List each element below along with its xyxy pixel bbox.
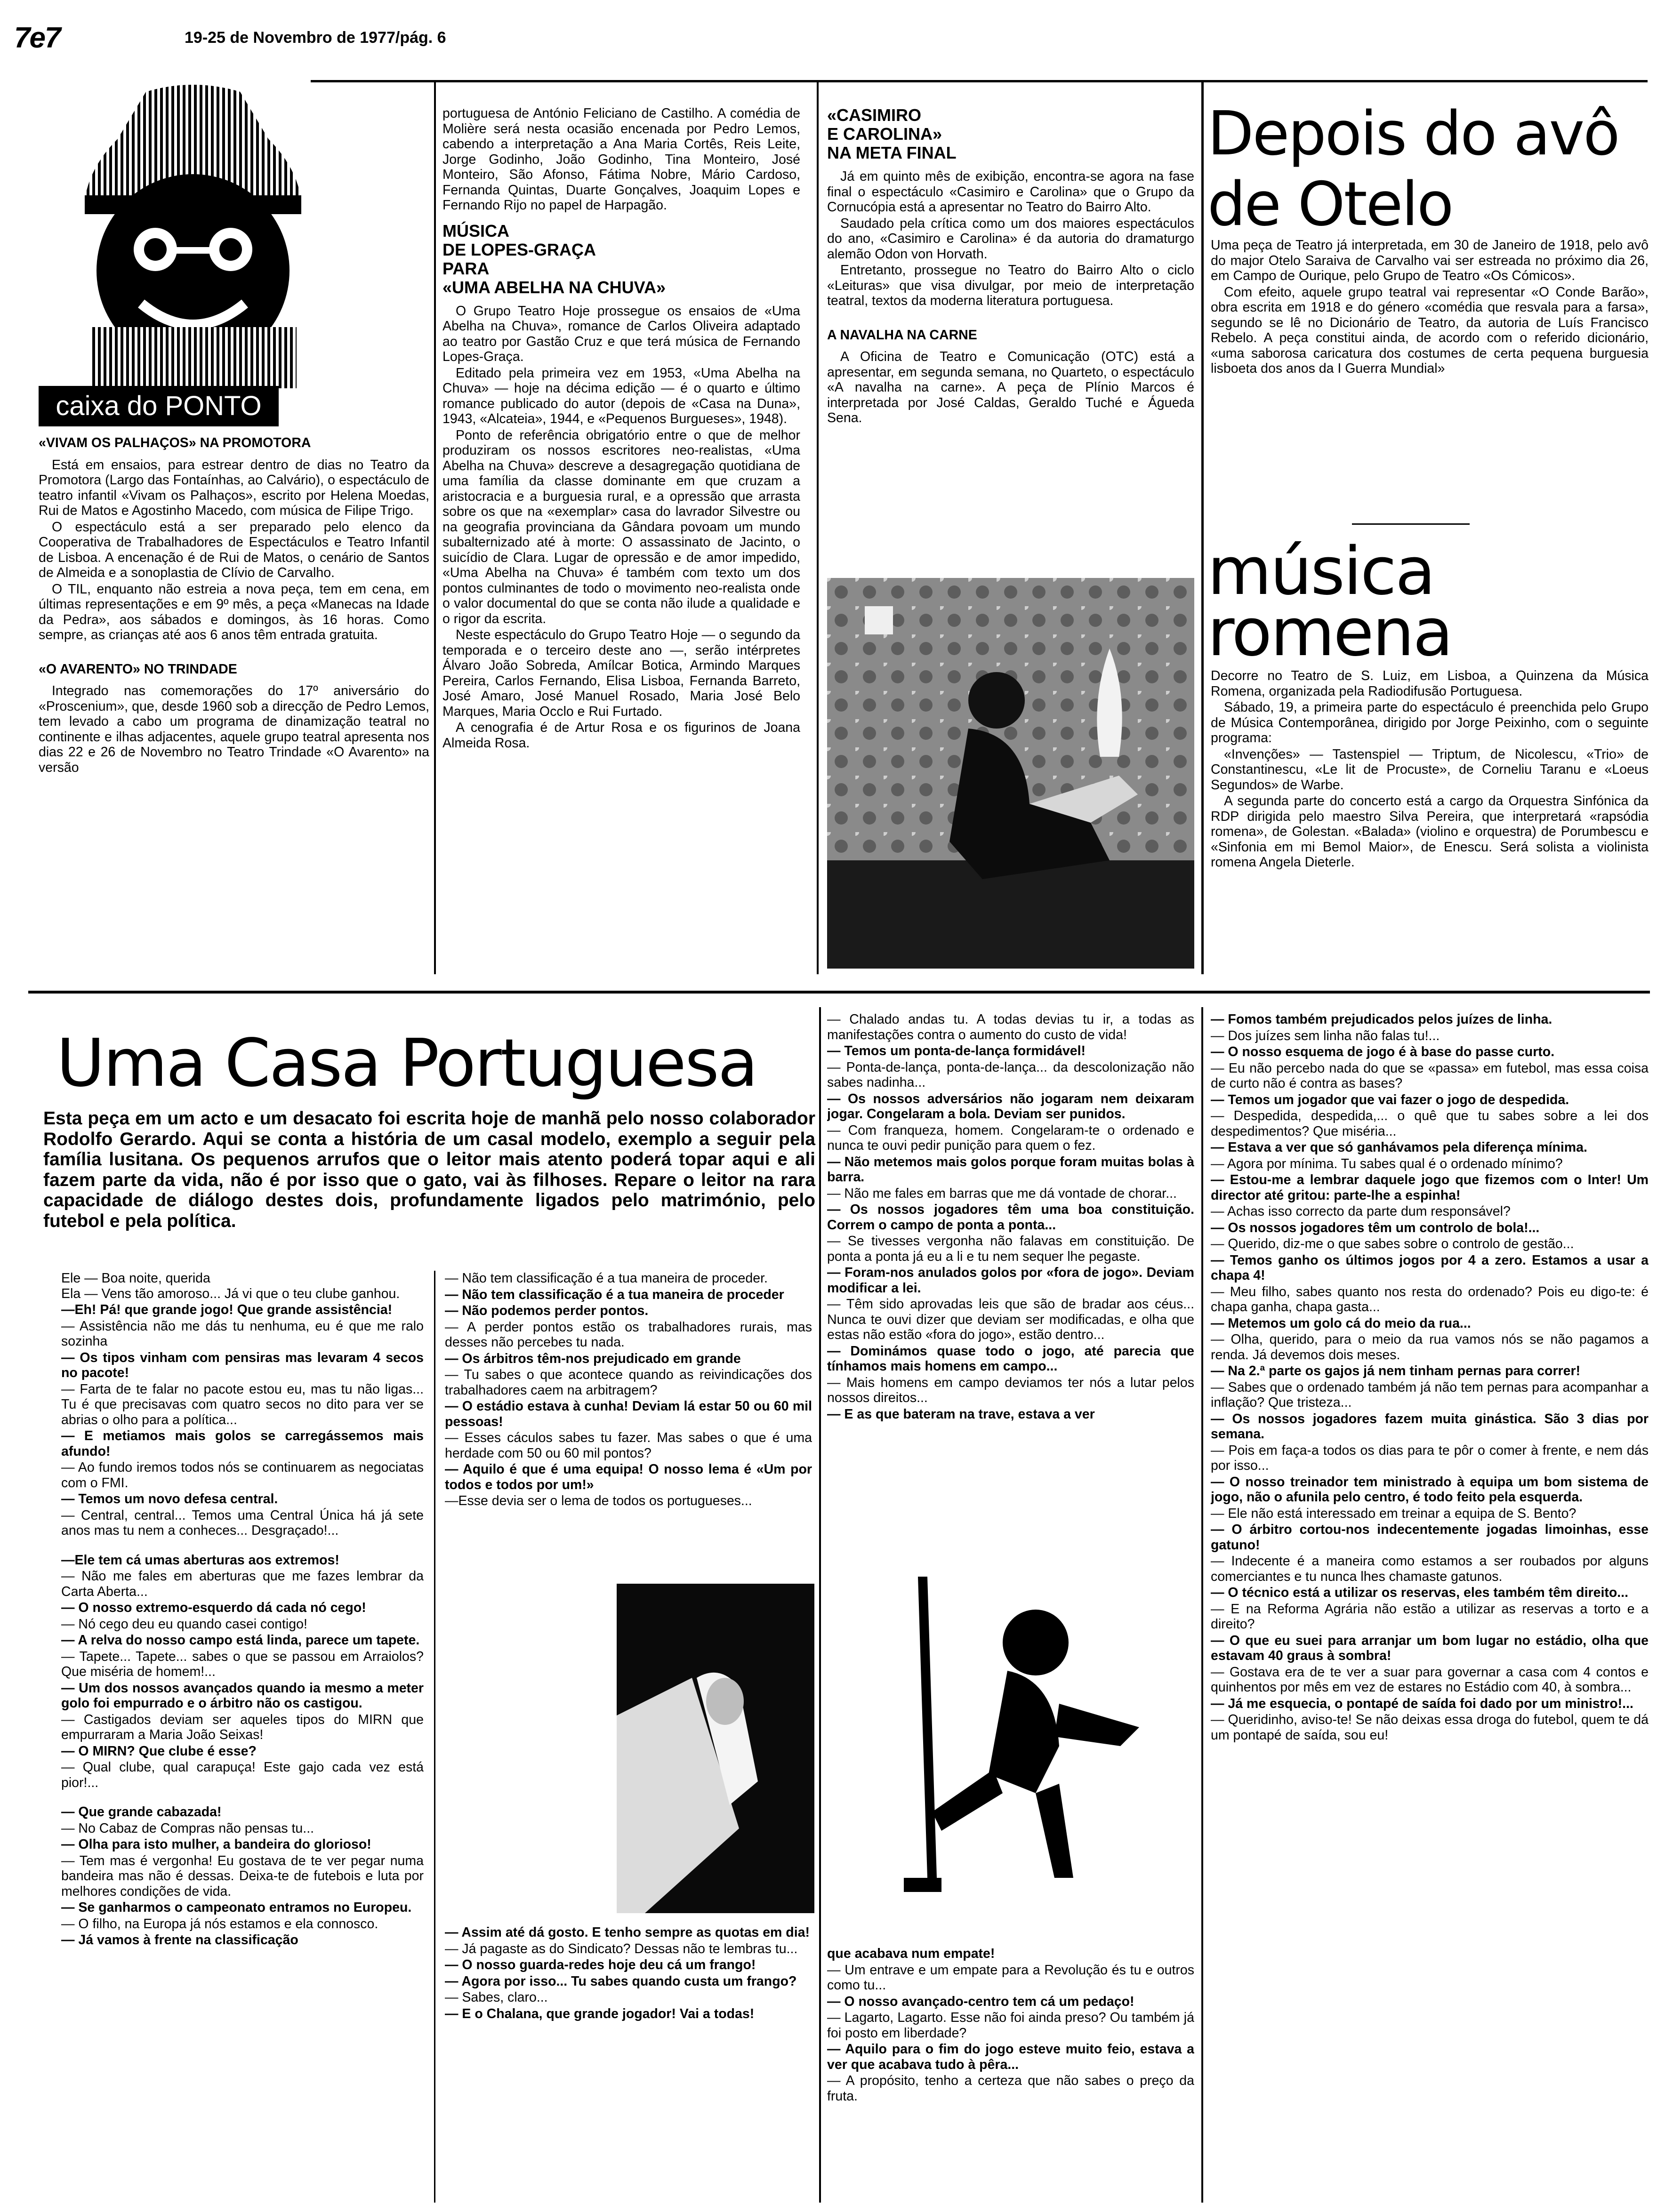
- column-rule: [817, 82, 819, 974]
- stage-photo-icon: [827, 578, 1194, 969]
- dialogue-line: — Lagarto, Lagarto. Esse não foi ainda preso? Ou também já foi posto em liberdade?: [827, 2010, 1194, 2041]
- navalha-heading: A NAVALHA NA CARNE: [827, 327, 977, 343]
- otelo-title: Depois do avô de Otelo: [1207, 99, 1619, 240]
- musica-paragraph: Sábado, 19, a primeira parte do espectáculo é preenchida pelo Grupo de Música Contemporânea, dirigido por Jorge Peixinho, com o seguinte programa:: [1211, 700, 1649, 745]
- dialogue-line: — Olha para isto mulher, a bandeira do glorioso!: [61, 1837, 371, 1852]
- casa-dialogue-col1: [61, 1271, 424, 2198]
- dialogue-line: — O técnico está a utilizar os reservas, eles também têm direito...: [1211, 1585, 1629, 1600]
- dialogue-line: — Querido, diz-me o que sabes sobre o controlo de gestão...: [1211, 1236, 1574, 1251]
- abelha-heading: MÚSICA DE LOPES-GRAÇA PARA «UMA ABELHA NA CHUVA»: [442, 221, 666, 297]
- casa-dialogue-col2: [445, 1271, 812, 1567]
- dialogue-line: — Já vamos à frente na classificação: [61, 1932, 298, 1948]
- dialogue-line: — Fomos também prejudicados pelos juízes de linha.: [1211, 1012, 1552, 1027]
- casa-dialogue-col2b: [445, 1925, 812, 2198]
- dialogue-line: — O nosso esquema de jogo é à base do passe curto.: [1211, 1044, 1555, 1059]
- casa-title: Uma Casa Portuguesa: [56, 1025, 757, 1102]
- dialogue-line: — Um dos nossos avançados quando ia mesmo a meter golo foi empurrado e o árbitro não os castigou.: [61, 1680, 424, 1711]
- dialogue-line: — Esses cáculos sabes tu fazer. Mas sabes o que é uma herdade com 50 ou 60 mil pontos?: [445, 1430, 812, 1461]
- clown-face-icon: [75, 82, 311, 395]
- dialogue-line: — E na Reforma Agrária não estão a utilizar as reservas a torto e a direito?: [1211, 1601, 1649, 1632]
- dialogue-line: — A propósito, tenho a certeza que não sabes o preço da fruta.: [827, 2073, 1194, 2104]
- dialogue-line: — A relva do nosso campo está linda, parece um tapete.: [61, 1633, 420, 1648]
- dialogue-line: — Não metemos mais golos porque foram muitas bolas à barra.: [827, 1154, 1194, 1185]
- dialogue-line: — O estádio estava à cunha! Deviam lá estar 50 ou 60 mil pessoas!: [445, 1399, 812, 1429]
- dialogue-line: — Os tipos vinham com pensiras mas levaram 4 secos no pacote!: [61, 1350, 424, 1380]
- dialogue-line: que acabava num empate!: [827, 1946, 995, 1961]
- dialogue-line: — Não me fales em aberturas que me fazes lembrar da Carta Aberta...: [61, 1569, 424, 1599]
- dialogue-line: — Sabes, claro...: [445, 1990, 548, 2005]
- abelha-paragraph: Ponto de referência obrigatório entre o que de melhor produziram os nossos escritores neo-realistas, «Uma Abelha na Chuva» descreve a desagregação quotidiana de uma família da classe dominante em que cruzam a aristocracia e a burguesia rural, e a opressão que arrasta sobre os que na «exemplar» casa do lavrador Silvestre ou na geografia provinciana da Gândara povoam um mundo subalternizado até à morte: O assassinato de Jacinto, o suicídio de Clara. Lugar de opressão e de amor impedido, «Uma Abelha na Chuva» é também com texto um dos pontos culminantes de todo o movimento neo-realista onde o valor documental do que se conta não ilude a qualidade e o rigor da escrita.: [442, 427, 800, 626]
- otelo-paragraph: Uma peça de Teatro já interpretada, em 30 de Janeiro de 1918, pelo avô do major Otelo Saraiva de Carvalho vai ser estreada no próximo dia 26, em Campo de Ourique, pelo Grupo de Teatro «Os Cómicos».: [1211, 238, 1649, 283]
- dialogue-line: — Os nossos jogadores têm um controlo de bola!...: [1211, 1220, 1540, 1235]
- masthead-rule: [311, 80, 1648, 82]
- dialogue-line: — Pois em faça-a todos os dias para te pôr o comer à frente, e nem dás por isso...: [1211, 1443, 1649, 1473]
- dialogue-line: — Aquilo é que é uma equipa! O nosso lema é «Um por todos e todos por um!»: [445, 1462, 812, 1492]
- dateline: 19-25 de Novembro de 1977/pág. 6: [185, 29, 446, 47]
- dialogue-line: — Ponta-de-lança, ponta-de-lança... da descolonização não sabes nadinha...: [827, 1059, 1194, 1090]
- dialogue-line: — Temos um ponta-de-lança formidável!: [827, 1043, 1086, 1058]
- dialogue-line: — Despedida, despedida,... o quê que tu sabes sobre a lei dos despedimentos? Que miséria...: [1211, 1108, 1649, 1139]
- abelha-paragraph: O Grupo Teatro Hoje prossegue os ensaios de «Uma Abelha na Chuva», romance de Carlos Oliveira adaptado ao teatro por Gastão Cruz e que terá música de Fernando Lopes-Graça.: [442, 303, 800, 364]
- section-rule: [28, 991, 1650, 994]
- dialogue-line: — Temos um jogador que vai fazer o jogo de despedida.: [1211, 1092, 1569, 1107]
- dialogue-line: — Que grande cabazada!: [61, 1804, 222, 1819]
- otelo-column: [1211, 238, 1649, 501]
- dialogue-line: — Não podemos perder pontos.: [445, 1303, 649, 1318]
- navalha-paragraph: A Oficina de Teatro e Comunicação (OTC) está a apresentar, em segunda semana, no Quarteto, o espectáculo «A navalha na carne». A peça de Plínio Marcos é interpretada por José Caldas, Geraldo Tuché e Águeda Sena.: [827, 349, 1194, 425]
- column-rule: [434, 82, 436, 974]
- dialogue-line: — Os nossos adversários não jogaram nem deixaram jogar. Congelaram a bola. Deviam ser punidos.: [827, 1091, 1194, 1122]
- dialogue-line: — Estava a ver que só ganhávamos pela diferença mínima.: [1211, 1140, 1587, 1155]
- dialogue-line: — Olha, querido, para o meio da rua vamos nós se não pagamos a renda. Já devemos dois meses.: [1211, 1332, 1649, 1362]
- casimiro-column: [827, 106, 1194, 567]
- dialogue-line: — Queridinho, aviso-te! Se não deixas essa droga do futebol, quem te dá um pontapé de saída, sou eu!: [1211, 1712, 1649, 1743]
- dialogue-line: — Agora por mínima. Tu sabes qual é o ordenado mínimo?: [1211, 1156, 1563, 1171]
- masthead-logo: 7e7: [14, 22, 60, 54]
- casa-dialogue-col4: [1211, 1012, 1649, 2203]
- dialogue-line: — Temos um novo defesa central.: [61, 1491, 278, 1507]
- dialogue-line: — O árbitro cortou-nos indecentemente jogadas limoinhas, esse gatuno!: [1211, 1522, 1649, 1553]
- musica-paragraph: «Invenções» — Tastenspiel — Triptum, de Nicolescu, «Trio» de Constantinescu, «Le lit de Procuste», de Corneliu Taranu e «Loeus Segundos» de Warbe.: [1211, 746, 1649, 793]
- musica-paragraph: Decorre no Teatro de S. Luiz, em Lisboa, a Quinzena da Música Romena, organizada pela Radiodifusão Portuguesa.: [1211, 668, 1649, 699]
- column-rule: [819, 1007, 821, 2203]
- dialogue-line: — E o Chalana, que grande jogador! Vai a todas!: [445, 2006, 755, 2021]
- dialogue-line: — Nó cego deu eu quando casei contigo!: [61, 1616, 307, 1632]
- dialogue-line: — Com franqueza, homem. Congelaram-te o ordenado e nunca te ouvi pedir punição para quem o fez.: [827, 1122, 1194, 1153]
- dialogue-line: — O nosso extremo-esquerdo dá cada nó cego!: [61, 1600, 366, 1615]
- musica-romena-column: [1211, 668, 1649, 974]
- dialogue-line: — Temos ganho os últimos jogos por 4 a zero. Estamos a usar a chapa 4!: [1211, 1252, 1649, 1283]
- dialogue-line: — Eu não percebo nada do que se «passa» em futebol, mas essa coisa de curto não é contra as bases?: [1211, 1060, 1649, 1091]
- dialogue-line: — O MIRN? Que clube é esse?: [61, 1743, 257, 1759]
- caixa-heading-palhacos: «VIVAM OS PALHAÇOS» NA PROMOTORA: [39, 435, 311, 450]
- dialogue-line: — Tu sabes o que acontece quando as reivindicações dos trabalhadores caem na arbitragem?: [445, 1367, 812, 1398]
- caixa-column: [39, 435, 429, 972]
- dialogue-line: — O que eu suei para arranjar um bom lugar no estádio, olha que estavam 40 graus à sombra!: [1211, 1633, 1649, 1663]
- column-rule: [434, 1271, 435, 2203]
- dialogue-line: — O nosso guarda-redes hoje deu cá um frango!: [445, 1957, 756, 1972]
- caixa-badge: caixa do PONTO: [39, 386, 279, 426]
- caixa-paragraph: O TIL, enquanto não estreia a nova peça, tem em cena, em últimas representações e em 9º mês, a peça «Manecas na Idade da Pedra», aos sábados e domingos, às 16 horas. Como sempre, as crianças até aos 6 anos têm entrada gratuita.: [39, 581, 429, 642]
- casa-photo-left: [617, 1584, 814, 1913]
- footballer-photo-icon: [838, 1548, 1177, 1934]
- dialogue-line: —Eh! Pá! que grande jogo! Que grande assistência!: [61, 1302, 393, 1317]
- dialogue-line: Ele — Boa noite, querida Ela — Vens tão amoroso... Já vi que o teu clube ganhou.: [61, 1271, 400, 1301]
- dialogue-line: — Dos juízes sem linha não falas tu!...: [1211, 1028, 1440, 1043]
- dialogue-line: — Não me fales em barras que me dá vontade de chorar...: [827, 1186, 1177, 1201]
- dialogue-line: — Os nossos jogadores têm uma boa constituição. Correm o campo de ponta a ponta...: [827, 1202, 1194, 1233]
- dialogue-line: — Os árbitros têm-nos prejudicado em grande: [445, 1351, 741, 1366]
- dialogue-line: — E metiamos mais golos se carregássemos mais afundo!: [61, 1428, 424, 1459]
- dialogue-line: — Achas isso correcto da parte dum responsável?: [1211, 1204, 1511, 1219]
- dialogue-line: — Agora por isso... Tu sabes quando custa um frango?: [445, 1973, 797, 1989]
- dialogue-line: — Foram-nos anulados golos por «fora de jogo». Deviam modificar a lei.: [827, 1265, 1194, 1296]
- dialogue-line: — E as que bateram na trave, estava a ver: [827, 1406, 1095, 1422]
- dialogue-line: — Mais homens em campo deviamos ter nós a lutar pelos nossos direitos...: [827, 1375, 1194, 1405]
- casimiro-heading: «CASIMIRO E CAROLINA» NA META FINAL: [827, 106, 957, 162]
- otelo-paragraph: Com efeito, aquele grupo teatral vai representar «O Conde Barão», obra escrita em 1918 e do género «comédia que resvala para a farsa», segundo se lê no Dicionário de Teatro, da autoria de Luís Francisco Rebelo. A peça constitui ainda, de acordo com o referido dicionário, «uma saborosa caricatura dos costumes de certa pequena burguesia lisboeta dos anos da I Guerra Mundial»: [1211, 284, 1649, 376]
- dialogue-line: — Dominámos quase todo o jogo, até parecia que tínhamos mais homens em campo...: [827, 1343, 1194, 1374]
- dialogue-line: — Na 2.ª parte os gajos já nem tinham pernas para correr!: [1211, 1363, 1581, 1378]
- dialogue-line: — Indecente é a maneira como estamos a ser roubados por alguns comerciantes e tu nunca lhes chamaste gatunos.: [1211, 1554, 1649, 1584]
- dialogue-line: — Já me esquecia, o pontapé de saída foi dado por um ministro!...: [1211, 1696, 1633, 1711]
- abelha-paragraph: A cenografia é de Artur Rosa e os figurinos de Joana Almeida Rosa.: [442, 720, 800, 751]
- dialogue-line: — Gostava era de te ver a suar para governar a casa com 4 contos e quinhentos por mês em vez de estares no Estádio com 40, à sombra...: [1211, 1664, 1649, 1695]
- dialogue-line: — Se tivesses vergonha não falavas em constituição. De ponta a ponta já eu a li e tu nem sequer lhe pegaste.: [827, 1234, 1194, 1264]
- caixa-paragraph: Está em ensaios, para estrear dentro de dias no Teatro da Promotora (Largo das Fontaínhas, ao Calvário), o espectáculo de teatro infantil «Vivam os Palhaços», escrito por Helena Moedas, Rui de Matos e Agostinho Macedo, com música de Filipe Trigo.: [39, 457, 429, 518]
- dialogue-line: — Tem mas é vergonha! Eu gostava de te ver pegar numa bandeira mas não é dessas. Deixa-te de futebois e luta por melhores condições de vida.: [61, 1853, 424, 1899]
- abelha-column: [442, 106, 800, 977]
- dialogue-line: — O nosso avançado-centro tem cá um pedaço!: [827, 1994, 1134, 2009]
- dialogue-line: — Metemos um golo cá do meio da rua...: [1211, 1315, 1471, 1331]
- dialogue-line: — Estou-me a lembrar daquele jogo que fizemos com o Inter! Um director até gritou: parte-lhe a espinha!: [1211, 1172, 1649, 1203]
- caixa-paragraph: Integrado nas comemorações do 17º aniversário do «Proscenium», que, desde 1960 sob a direcção de Pedro Lemos, tem levado a cabo um programa de dinamização teatral no continente e ilhas adjacentes, aquele grupo teatral apresenta nos dias 22 e 26 de Novembro no Teatro Trindade «O Avarento» na versão: [39, 683, 429, 775]
- dialogue-line: — Sabes que o ordenado também já não tem pernas para acompanhar a inflação? Que tristeza...: [1211, 1379, 1649, 1410]
- dialogue-line: — A perder pontos estão os trabalhadores rurais, mas desses não percebes tu nada.: [445, 1319, 812, 1350]
- casimiro-paragraph: Saudado pela crítica como um dos maiores espectáculos do ano, «Casimiro e Carolina» é da autoria do dramaturgo alemão Odon von Horvath.: [827, 216, 1194, 262]
- dialogue-line: — O nosso treinador tem ministrado à equipa um bom sistema de jogo, não o afunila pelo centro, é todo feito pela esquerda.: [1211, 1474, 1649, 1505]
- dialogue-line: — Ao fundo iremos todos nós se continuarem as negociatas com o FMI.: [61, 1460, 424, 1491]
- dialogue-line: — Central, central... Temos uma Central Única há já sete anos mas tu nem a conheces... Desgraçado!...: [61, 1507, 424, 1538]
- dialogue-line: —Ele tem cá umas aberturas aos extremos!: [61, 1552, 339, 1568]
- dialogue-line: — Se ganharmos o campeonato entramos no Europeu.: [61, 1900, 412, 1915]
- musica-romena-title: música romena: [1207, 533, 1452, 671]
- col4-divider: [1352, 523, 1470, 525]
- dialogue-line: — Aquilo para o fim do jogo esteve muito feio, estava a ver que acabava tudo à pêra...: [827, 2042, 1194, 2072]
- casa-photo-right: [838, 1548, 1177, 1934]
- caixa-logo: [75, 82, 311, 395]
- dialogue-line: — Os nossos jogadores fazem muita ginástica. São 3 dias por semana.: [1211, 1411, 1649, 1442]
- casimiro-paragraph: Já em quinto mês de exibição, encontra-se agora na fase final o espectáculo «Casimiro e Carolina» que o Grupo da Cornucópia está a apresentar no Teatro do Bairro Alto.: [827, 169, 1194, 215]
- casa-intro: Esta peça em um acto e um desacato foi escrita hoje de manhã pelo nosso colaborador Rodolfo Gerardo. Aqui se conta a história de um casal modelo, exemplo a seguir pela família lusitana. Os pequenos arrufos que o leitor mais atento poderá topar aqui e ali fazem parte da vida, não é por isso que o gato, vai às filhoses. Repare o leitor na rara capacidade de diálogo destes dois, profundamente ligados pelo matrimónio, pelo futebol e pela política.: [43, 1108, 815, 1231]
- casimiro-paragraph: Entretanto, prossegue no Teatro do Bairro Alto o ciclo «Leituras» que visa divulgar, por meio de interpretação teatral, textos da moderna literatura portuguesa.: [827, 263, 1194, 308]
- caixa-paragraph: O espectáculo está a ser preparado pelo elenco da Cooperativa de Trabalhadores de Espectáculos e Teatro Infantil de Lisboa. A encenação é de Rui de Matos, o cenário de Santos de Almeida e a sonoplastia de Clívio de Carvalho.: [39, 519, 429, 580]
- actor-photo-icon: [617, 1584, 814, 1913]
- casa-dialogue-col3b: [827, 1946, 1194, 2200]
- abelha-paragraph: Editado pela primeira vez em 1953, «Uma Abelha na Chuva» — hoje na décima edição — é o quarto e último romance publicado do autor (depois de «Casa na Duna», 1943, «Alcateia», 1944, e «Pequenos Burgueses», 1948).: [442, 365, 800, 426]
- dialogue-line: — Qual clube, qual carapuça! Este gajo cada vez está pior!...: [61, 1760, 424, 1790]
- caixa-heading-avarento: «O AVARENTO» NO TRINDADE: [39, 661, 237, 677]
- dialogue-line: — Meu filho, sabes quanto nos resta do ordenado? Pois eu digo-te: é chapa ganha, chapa gasta...: [1211, 1284, 1649, 1314]
- dialogue-line: — Um entrave e um empate para a Revolução és tu e outros como tu...: [827, 1962, 1194, 1993]
- dialogue-line: — Assim até dá gosto. E tenho sempre as quotas em dia!: [445, 1925, 810, 1940]
- dialogue-line: — Farta de te falar no pacote estou eu, mas tu não ligas... Tu é que precisavas com quatro secos no dito para ver se abrias o olho para a política...: [61, 1381, 424, 1427]
- musica-paragraph: A segunda parte do concerto está a cargo da Orquestra Sinfónica da RDP dirigida pelo maestro Silva Pereira, que interpretará «rapsódia romena», de Golestan. «Balada» (violino e orquestra) de Porumbescu e «Sinfonia em mi Bemol Maior», de Enescu. Será solista a violinista romena Angela Dieterle.: [1211, 793, 1649, 870]
- dialogue-line: — Castigados deviam ser aqueles tipos do MIRN que empurraram a Maria João Seixas!: [61, 1712, 424, 1742]
- abelha-paragraph: Neste espectáculo do Grupo Teatro Hoje — o segundo da temporada e o terceiro deste ano —, serão intérpretes Álvaro João Sobreda, Amílcar Botica, Armindo Marques Pereira, Carlos Fernando, Elisa Lisboa, Fernanda Barreto, José Amaro, José Manuel Rosado, Maria José Belo Marques, Maria Occlo e Rui Furtado.: [442, 627, 800, 719]
- column-rule: [1201, 1007, 1203, 2203]
- dialogue-line: — Ele não está interessado em treinar a equipa de S. Bento?: [1211, 1506, 1577, 1521]
- dialogue-line: — Chalado andas tu. A todas devias tu ir, a todas as manifestações contra o aumento do custo de vida!: [827, 1012, 1194, 1042]
- dialogue-line: — Não tem classificação é a tua maneira de proceder.: [445, 1271, 768, 1286]
- dialogue-line: — No Cabaz de Compras não pensas tu...: [61, 1820, 314, 1836]
- dialogue-line: — Já pagaste as do Sindicato? Dessas não te lembras tu...: [445, 1941, 798, 1956]
- dialogue-line: — Tapete... Tapete... sabes o que se passou em Arraiolos? Que miséria de homem!...: [61, 1649, 424, 1679]
- dialogue-line: — Não tem classificação é a tua maneira de proceder: [445, 1287, 784, 1302]
- dialogue-line: —Esse devia ser o lema de todos os portugueses...: [445, 1493, 752, 1508]
- dialogue-line: — O filho, na Europa já nós estamos e ela connosco.: [61, 1916, 378, 1931]
- navalha-photo: [827, 578, 1194, 969]
- column-rule: [1201, 82, 1204, 974]
- avarento-continuation: portuguesa de António Feliciano de Castilho. A comédia de Molière será nesta ocasião encenada por Pedro Lemos, cabendo a interpretação a Ana Maria Cortês, Reis Leite, Jorge Godinho, João Godinho, Tina Monteiro, José Monteiro, São Afonso, Fátima Nobre, Mário Cardoso, Fernanda Quintas, Duarte Gonçalves, Joaquim Lopes e Fernando Rijo no papel de Harpagão.: [442, 106, 800, 213]
- dialogue-line: — Têm sido aprovadas leis que são de bradar aos céus... Nunca te ouvi dizer que deviam ser modificadas, e olha que estas não estão «fora do jogo», estão dentro...: [827, 1297, 1194, 1342]
- casa-dialogue-col3: [827, 1012, 1194, 1539]
- dialogue-line: — Assistência não me dás tu nenhuma, eu é que me ralo sozinha: [61, 1318, 424, 1349]
